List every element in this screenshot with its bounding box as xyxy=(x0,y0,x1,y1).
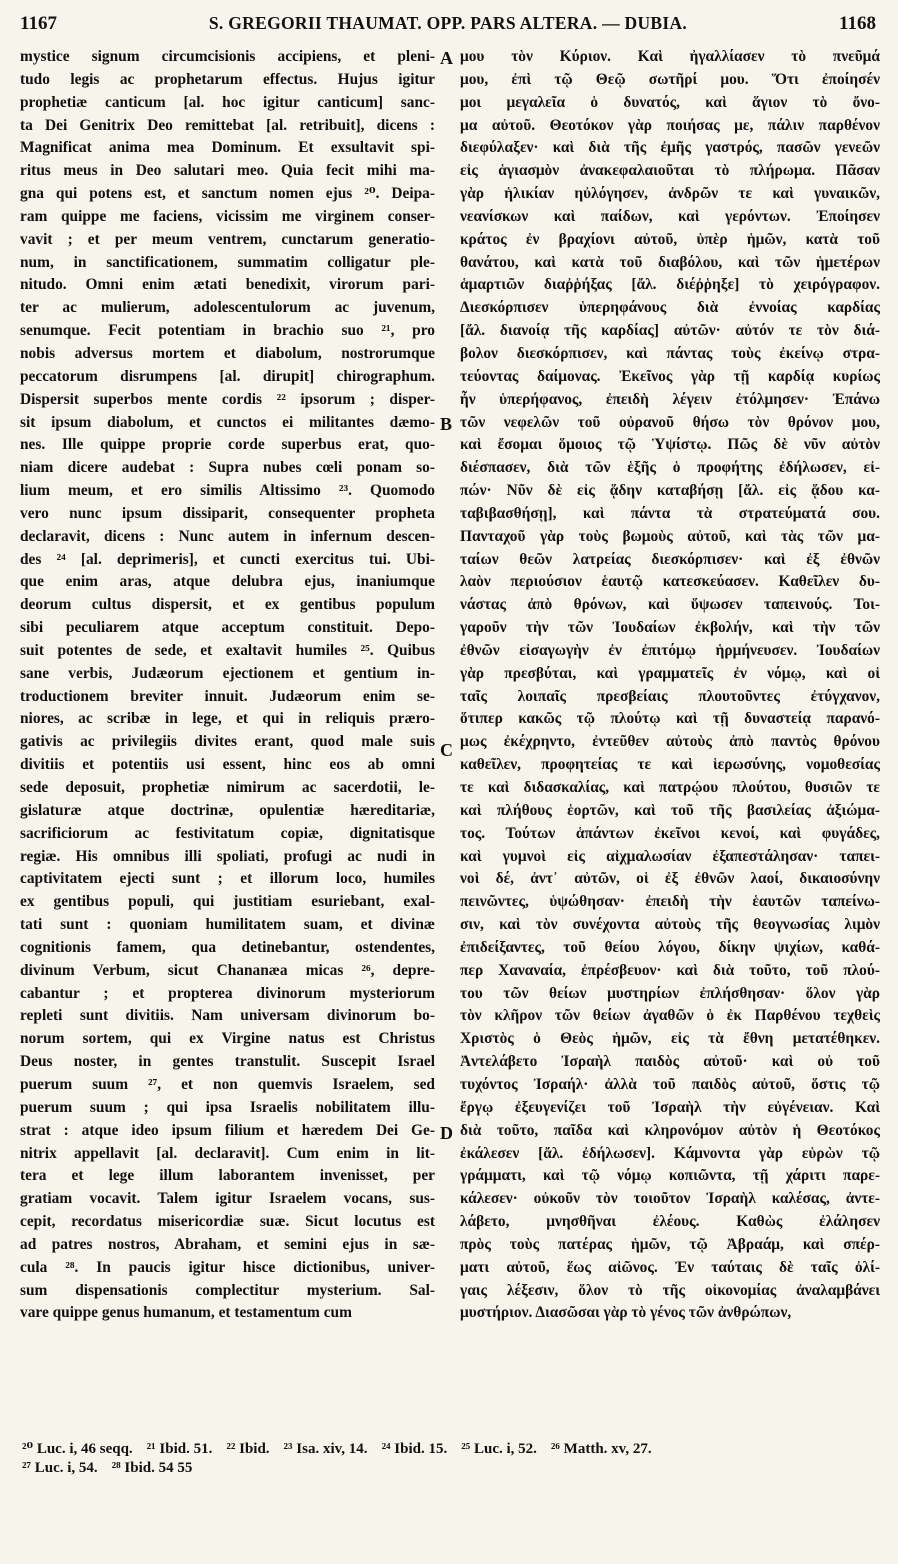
latin-text-line: cabantur ; et propterea divinorum mysteriorum xyxy=(20,984,435,1002)
greek-text-line: θανάτου, καὶ κατὰ τοῦ διαβόλου, καὶ τῶν ἡμετέρων xyxy=(460,253,880,271)
latin-text-line: troductionem breviter innuit. Judæorum enim se- xyxy=(20,687,435,705)
latin-text-line: que enim aras, atque delubra ejus, inaniumque xyxy=(20,573,435,591)
footnotes xyxy=(22,1440,882,1478)
greek-text-line: πρὸς τοὺς πατέρας ἡμῶν, τῷ Ἀβραάμ, καὶ σπέρ- xyxy=(460,1235,880,1253)
greek-text-line: νοὶ δέ, ἀντ᾽ αὐτῶν, οἱ ἐξ ἐθνῶν λαοί, δικαιοσύνην xyxy=(460,870,880,888)
footnote: ²⁰ Luc. i, 46 seqq. xyxy=(22,1441,133,1457)
latin-text-line: strat : atque ideo ipsum filium et hæredem Dei Ge- xyxy=(20,1121,435,1139)
footnote: ²⁸ Ibid. 54 55 xyxy=(111,1460,193,1476)
greek-text-line: ἔργῳ ἐξευγενίζει τοῦ Ἰσραὴλ τὴν εὐγένειαν. Καὶ xyxy=(460,1098,880,1116)
latin-text-line: nes. Ille quippe proprie corde superbus erat, quo- xyxy=(20,436,435,454)
latin-text-line: prophetiæ canticum [al. hoc igitur canticum] sanc- xyxy=(20,93,435,111)
latin-text-line: ter ac mulierum, adolescentulorum ac juvenum, xyxy=(20,299,435,317)
latin-text-line: gativis ac privilegiis divites erant, quod male suis xyxy=(20,733,435,751)
latin-text-line: ad patres nostros, Abraham, et semini ejus in sæ- xyxy=(20,1235,435,1253)
greek-text-line: καὶ πλήθους ἑορτῶν, καὶ τοῦ τῆς βασιλείας ἀξιώμα- xyxy=(460,801,880,819)
greek-text-line: διὰ τοῦτο, παῖδα καὶ κληρονόμον αὐτὸν ἡ Θεοτόκος xyxy=(460,1121,880,1139)
latin-text-line: Magnificat anima mea Dominum. Et exsultavit spi- xyxy=(20,139,435,157)
greek-text-line: νεανίσκων καὶ παίδων, καὶ γερόντων. Ἐποίησεν xyxy=(460,207,880,225)
latin-text-line: regiæ. His omnibus illi spoliati, profugi ac nudi in xyxy=(20,847,435,865)
latin-text-line: ram quippe me faciens, vicissim me virginem conser- xyxy=(20,207,435,225)
greek-text-line: τὸν κλῆρον τῶν θείων ἀγαθῶν ὁ ἐκ Παρθένου τεχθεὶς xyxy=(460,1007,880,1025)
greek-text-line: ἦν ὑπερήφανος, ἐπειδὴ λέγειν ἐτόλμησεν· Ἐπάνω xyxy=(460,390,880,408)
greek-text-line: του τῶν θείων μυστηρίων ἐπλήσθησαν· ὅλον γὰρ xyxy=(460,984,880,1002)
footnote: ²¹ Ibid. 51. xyxy=(146,1441,213,1457)
latin-text-line: vavit ; et per meum ventrem, cunctarum generatio- xyxy=(20,230,435,248)
latin-text-line: gratiam vocavit. Talem igitur Israelem vocans, sus- xyxy=(20,1190,435,1208)
latin-text-line: senumque. Fecit potentiam in brachio suo ²¹, pro xyxy=(20,322,435,340)
greek-text-line: λάβετο, μνησθῆναι ἐλέους. Καθὼς ἐλάλησεν xyxy=(460,1213,880,1231)
latin-text-line: nitrix appellavit [al. declaravit]. Cum enim in lit- xyxy=(20,1144,435,1162)
latin-text-line: Deus noster, in gentes transtulit. Suscepit Israel xyxy=(20,1053,435,1071)
footnote: ²⁴ Ibid. 15. xyxy=(381,1441,448,1457)
latin-text-line: niores, ac scribæ in lege, et qui in reliquis præro- xyxy=(20,710,435,728)
greek-text-line: πεινῶντες, ὑψώθησαν· ἐπειδὴ τὴν ἑαυτῶν ταπείνω- xyxy=(460,893,880,911)
latin-text-line: tera et lege illum laborantem invenisset, per xyxy=(20,1167,435,1185)
greek-text-line: πών· Νῦν δὲ εἰς ᾅδην καταβήσῃ [ἄλ. εἰς ᾅδου κα- xyxy=(460,482,880,500)
greek-text-line: ἐκάλεσεν [ἄλ. ἐδήλωσεν]. Κάμνοντα γὰρ εὑρὼν τῷ xyxy=(460,1144,880,1162)
latin-text-line: num, in sanctificationem, summatim colligatur ple- xyxy=(20,253,435,271)
latin-text-line: divitiis et potentiis usi essent, hinc eos ab omni xyxy=(20,756,435,774)
greek-text-line: τεύοντας δαίμονας. Ἐκεῖνος γὰρ τῇ καρδίᾳ κυρίως xyxy=(460,367,880,385)
greek-text-line: τυχόντος Ἰσραήλ· ἀλλὰ τοῦ παιδὸς αὐτοῦ, ὅστις τῷ xyxy=(460,1075,880,1093)
greek-text-line: [ἄλ. διανοίᾳ τῆς καρδίας] αὐτῶν· αὐτόν τε τὸν διά- xyxy=(460,322,880,340)
latin-text-line: vare quippe genus humanum, et testamentum cum xyxy=(20,1304,352,1322)
latin-text-line: tudo legis ac prophetarum effectus. Hujus igitur xyxy=(20,70,435,88)
greek-text-line: μοι μεγαλεῖα ὁ δυνατός, καὶ ἅγιον τὸ ὄνο- xyxy=(460,93,880,111)
latin-text-line: des ²⁴ [al. deprimeris], et cuncti exercitus tui. Ubi- xyxy=(20,550,435,568)
latin-text-line: ex gentibus populi, qui justitiam esuriebant, exal- xyxy=(20,893,435,911)
latin-text-line: repleti sunt divitiis. Nam universam divinorum bo- xyxy=(20,1007,435,1025)
latin-text-line: ritus meus in Deo salutari meo. Quia fecit mihi ma- xyxy=(20,162,435,180)
greek-text-line: μυστήριον. Διασῶσαι γὰρ τὸ γένος τῶν ἀνθρώπων, xyxy=(460,1304,792,1322)
latin-text-line: mystice signum circumcisionis accipiens, et pleni- xyxy=(20,48,435,65)
latin-text-line: suit potentes de sede, et exaltavit humiles ²⁵. Quibus xyxy=(20,641,435,659)
section-marker-a: A xyxy=(440,48,453,68)
greek-text-line: γαροῦν τὴν τῶν Ἰουδαίων ἐκβολήν, καὶ τὴν τῶν xyxy=(460,619,880,637)
greek-text-line: γὰρ ἡλικίαν ηὐλόγησεν, ἀνδρῶν τε καὶ γυναικῶν, xyxy=(460,185,880,203)
greek-text-line: βολον διεσκόρπισεν, καὶ πάντας τοὺς ἐκείνῳ στρα- xyxy=(460,344,880,362)
footnote: ²² Ibid. xyxy=(226,1441,270,1457)
greek-text-line: ταίων θεῶν λατρείας διεσκόρπισεν· καὶ ἐξ ἐθνῶν xyxy=(460,550,880,568)
greek-text-line: διέσπασεν, διὰ τῶν ἑξῆς ὁ προφήτης ἐδήλωσεν, εἰ- xyxy=(460,459,880,477)
greek-text-line: καὶ γυμνοὶ εἰς αἰχμαλωσίαν ἐξαπεστάλησαν· ταπει- xyxy=(460,847,880,865)
page-number-right: 1168 xyxy=(839,13,876,34)
greek-text-line: περ Χαναναία, ἐπρέσβευον· καὶ διὰ τοῦτο, τοῦ πλού- xyxy=(460,961,880,979)
greek-text-line: σιν, καὶ τὸν συνέχοντα αὐτοὺς τῆς θεογνωσίας λιμὸν xyxy=(460,916,880,934)
greek-text-line: ὅτιπερ κακῶς τῷ πλούτῳ καὶ τῇ δυναστείᾳ παρανό- xyxy=(460,710,880,728)
latin-text-line: cognitionis famem, qua detinebantur, ostendentes, xyxy=(20,938,435,956)
greek-text-line: μως ἐκέχρηντο, ἐντεῦθεν αὐτοὺς ἀπὸ παντὸς θρόνου xyxy=(460,733,880,751)
greek-text-line: λαὸν περιούσιον ἑαυτῷ κατεσκεύασεν. Καθεῖλεν δυ- xyxy=(460,573,880,591)
latin-text-line: sacrificiorum ac festivitatum copiæ, dignitatisque xyxy=(20,824,435,842)
latin-text-line: puerum suum ; qui ipsa Israelis nobilitatem illu- xyxy=(20,1098,435,1116)
running-header xyxy=(20,13,876,39)
greek-text-line: γαις λέξεσιν, ὅλον τὸ τῆς οἰκονομίας ἀναλαμβάνει xyxy=(460,1281,880,1299)
greek-column xyxy=(460,46,880,1325)
latin-text-line: nitudo. Omni enim ætati benedixit, virorum pari- xyxy=(20,276,435,294)
footnote: ²³ Isa. xiv, 14. xyxy=(283,1441,368,1457)
greek-text-line: μα αὐτοῦ. Θεοτόκον γὰρ ποιήσας με, πάλιν παρθένον xyxy=(460,116,880,134)
footnote: ²⁶ Matth. xv, 27. xyxy=(550,1441,652,1457)
latin-text-line: Dispersit superbos mente cordis ²² ipsorum ; disper- xyxy=(20,390,435,408)
footnote-row-1 xyxy=(22,1440,882,1459)
footnote: ²⁵ Luc. i, 52. xyxy=(461,1441,537,1457)
section-marker-b: B xyxy=(440,414,453,434)
greek-text-line: Διεσκόρπισεν ὑπερηφάνους διὰ ἐννοίας καρδίας xyxy=(460,299,880,317)
latin-text-line: ta Dei Genitrix Deo remittebat [al. retribuit], dicens : xyxy=(20,116,435,134)
greek-text-line: τῶν νεφελῶν τοῦ οὐρανοῦ θήσω τὸν θρόνον μου, xyxy=(460,413,880,431)
greek-text-line: ἐπιδείξαντες, τοῦ θείου λόγου, δίκην ψιχίων, καθά- xyxy=(460,938,880,956)
running-title: S. GREGORII THAUMAT. OPP. PARS ALTERA. — DUBIA. xyxy=(208,13,688,33)
latin-text-line: gislaturæ atque doctrinæ, opulentiæ hæreditariæ, xyxy=(20,801,435,819)
latin-column xyxy=(20,46,435,1325)
greek-text-line: διεφύλαξεν· καὶ διὰ τῆς ἐμῆς γαστρός, πασῶν γενεῶν xyxy=(460,139,880,157)
latin-text-line: divinum Verbum, sicut Chananæa micas ²⁶, depre- xyxy=(20,961,435,979)
greek-text-line: κράτος ἐν βραχίονι αὐτοῦ, ὑπὲρ ἡμῶν, κατὰ τοῦ xyxy=(460,230,880,248)
greek-text-line: ἐθνῶν εἰσαγωγὴν ἐν ἐπιτόμῳ ἡρμήνευσεν. Ἰουδαίων xyxy=(460,641,880,659)
greek-text-line: γράμματι, καὶ τῷ νόμῳ κοπιῶντα, τῇ χάριτι παρε- xyxy=(460,1167,880,1185)
latin-text-line: captivitatem ejecti sunt ; et illorum loco, humiles xyxy=(20,870,435,888)
greek-text-line: μου, ἐπὶ τῷ Θεῷ σωτῆρί μου. Ὅτι ἐποίησέν xyxy=(460,70,880,88)
section-marker-c: C xyxy=(440,740,453,760)
greek-text-line: Πανταχοῦ γὰρ τοὺς βωμοὺς αὐτοῦ, καὶ τὰς τῶν μα- xyxy=(460,527,880,545)
greek-text-line: εἰς ἁγιασμὸν ἀνακεφαλαιοῦται τὸ πλήρωμα. Πᾶσαν xyxy=(460,162,880,180)
footnote-row-2 xyxy=(22,1459,882,1478)
page-number-left: 1167 xyxy=(20,13,57,34)
latin-text-line: cula ²⁸. In paucis igitur hisce dictionibus, univer- xyxy=(20,1258,435,1276)
latin-text-line: vero nunc ipsum dissiparit, consequenter propheta xyxy=(20,504,435,522)
latin-text-line: puerum suum ²⁷, et non quemvis Israelem, sed xyxy=(20,1075,435,1093)
greek-text-line: ἁμαρτιῶν διαῤῥήξας [ἄλ. διέῤῥηξε] τὸ χειρόγραφον. xyxy=(460,276,880,294)
greek-text-line: ταῖς λοιπαῖς πρεσβείαις πλουτοῦντες ἐτύγχανον, xyxy=(460,687,880,705)
latin-text-line: norum sortem, qui ex Virgine natus est Christus xyxy=(20,1030,435,1048)
greek-text-line: κάλεσεν· οὐκοῦν τὸν τοιοῦτον Ἰσραὴλ καλέσας, ἀντε- xyxy=(460,1190,880,1208)
latin-text-line: niam dicere audebat : Supra nubes cœli ponam so- xyxy=(20,459,435,477)
latin-text-line: sane verbis, Judæorum ejectionem et gentium in- xyxy=(20,664,435,682)
greek-text-line: μου τὸν Κύριον. Καὶ ἠγαλλίασεν τὸ πνεῦμά xyxy=(460,48,880,65)
latin-text-line: tati sunt : quoniam humilitatem suam, et divinæ xyxy=(20,916,435,934)
greek-text-line: Ἀντελάβετο Ἰσραὴλ παιδὸς αὐτοῦ· καὶ οὐ τοῦ xyxy=(460,1053,880,1071)
greek-text-line: ταβιβασθήσῃ], καὶ πάντα τὰ στρατεύματά σου. xyxy=(460,504,880,522)
greek-text-line: νάστας ἀπὸ θρόνων, καὶ ὕψωσεν ταπεινούς. Τοι- xyxy=(460,596,880,614)
latin-text-line: peccatorum disrumpens [al. dirupit] chirographum. xyxy=(20,367,435,385)
latin-text-line: deorum cultus dispersit, et ex gentibus populum xyxy=(20,596,435,614)
section-marker-d: D xyxy=(440,1123,453,1143)
latin-text-line: sit ipsum diabolum, et cunctos ei militantes dæmo- xyxy=(20,413,435,431)
greek-text-line: γὰρ πρεσβύται, καὶ γραμματεῖς ἐν νόμῳ, καὶ οἱ xyxy=(460,664,880,682)
latin-text-line: lium meum, et ero similis Altissimo ²³. Quomodo xyxy=(20,482,435,500)
greek-text-line: καθεῖλεν, προφητείας τε καὶ ἱερωσύνης, νομοθεσίας xyxy=(460,756,880,774)
greek-text-line: Χριστὸς ὁ Θεὸς ἡμῶν, εἰς τὰ ἔθνη μετατέθηκεν. xyxy=(460,1030,880,1048)
latin-text-line: nobis adversus mortem et diabolum, nostrorumque xyxy=(20,344,435,362)
greek-text-line: ματι αὐτοῦ, ἕως αἰῶνος. Ἐν ταύταις δὲ ταῖς ὀλί- xyxy=(460,1258,880,1276)
footnote: ²⁷ Luc. i, 54. xyxy=(22,1460,98,1476)
latin-text-line: gna qui potens est, et sanctum nomen ejus ²⁰. Deipa- xyxy=(20,185,435,203)
greek-text-line: τε καὶ διδασκαλίας, καὶ πατρῴου πλούτου, θυσιῶν τε xyxy=(460,779,880,796)
latin-text-line: declaravit, dicens : Nunc autem in infernum descen- xyxy=(20,527,435,545)
latin-text-line: sum dispensationis complectitur mysterium. Sal- xyxy=(20,1281,435,1299)
latin-text-line: sede deposuit, prophetiæ nimirum ac sacerdotii, le- xyxy=(20,779,435,796)
greek-text-line: καὶ ἔσομαι ὅμοιος τῷ Ὑψίστῳ. Πῶς δὲ νῦν αὐτὸν xyxy=(460,436,880,454)
latin-text-line: sibi peculiarem atque acceptum constituit. Depo- xyxy=(20,619,435,637)
greek-text-line: τος. Τούτων ἁπάντων ἐκεῖνοι κενοί, καὶ φυγάδες, xyxy=(460,824,880,842)
latin-text-line: cepit, recordatus misericordiæ suæ. Sicut locutus est xyxy=(20,1213,435,1231)
